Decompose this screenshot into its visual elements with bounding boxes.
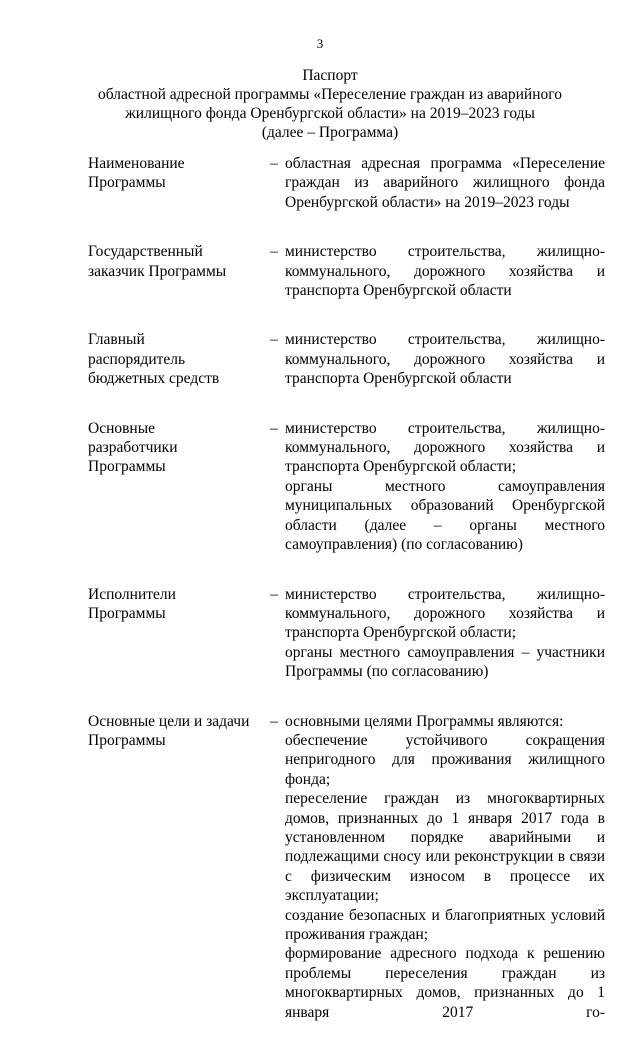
- row-value: министерство строительства, жилищно-коммунального, дорожного хозяйства и транспорта Оренбургской области: [285, 331, 605, 388]
- passport-row-developers: [88, 419, 620, 555]
- title-line: Паспорт: [302, 67, 358, 84]
- document-title: [60, 66, 600, 142]
- row-label: Основные разработчики Программы: [88, 419, 178, 476]
- title-line: жилищного фонда Оренбургской области» на 2019–2023 годы: [125, 105, 535, 122]
- row-label: Наименование Программы: [88, 155, 185, 192]
- row-value: министерство строительства, жилищно-коммунального, дорожного хозяйства и транспорта Оренбургской области; органы местного самоуправления – участники Программы (по согласованию): [285, 585, 605, 681]
- row-dash: –: [270, 243, 278, 261]
- passport-row-executors: [88, 585, 620, 682]
- title-line: (далее – Программа): [261, 124, 399, 141]
- page-number: 3: [316, 36, 324, 51]
- passport-row-name: [88, 154, 620, 212]
- passport-row-goals: [88, 712, 620, 1023]
- row-dash: –: [270, 585, 278, 603]
- passport-table: [88, 154, 620, 1052]
- row-dash: –: [270, 155, 278, 172]
- row-label: Основные цели и задачи Программы: [88, 712, 250, 749]
- row-label: Государственный заказчик Программы: [88, 243, 227, 280]
- row-value: министерство строительства, жилищно-коммунального, дорожного хозяйства и транспорта Оренбургской области; органы местного самоуправления муниципальных образований Оренбургской области (далее – органы местного самоуправления) (по согласованию): [285, 419, 605, 554]
- row-value: министерство строительства, жилищно-коммунального, дорожного хозяйства и транспорта Оренбургской области: [285, 243, 605, 300]
- passport-row-customer: [88, 242, 620, 300]
- row-dash: –: [270, 419, 278, 437]
- title-line: областной адресной программы «Переселение граждан из аварийного: [98, 86, 562, 103]
- row-label: Исполнители Программы: [88, 585, 176, 622]
- row-dash: –: [270, 331, 278, 349]
- passport-row-manager: [88, 330, 620, 388]
- row-value: областная адресная программа «Переселение граждан из аварийного жилищного фонда Оренбургской области» на 2019–2023 годы: [285, 155, 605, 211]
- row-label: Главный распорядитель бюджетных средств: [88, 331, 220, 388]
- row-value: основными целями Программы являются: обеспечение устойчивого сокращения непригодного для проживания жилищного фонда; переселение граждан из многоквартирных домов, признанных до 1 января 2017 года в установленном порядке аварийными и подлежащими сносу или реконструкции в связи с физическим износом в процессе их эксплуатации; создание безопасных и благоприятных условий проживания граждан; формирование адресного подхода к решению проблемы переселения граждан из многоквартирных домов, признанных до 1 января 2017 го-: [285, 712, 605, 1021]
- row-dash: –: [270, 712, 278, 730]
